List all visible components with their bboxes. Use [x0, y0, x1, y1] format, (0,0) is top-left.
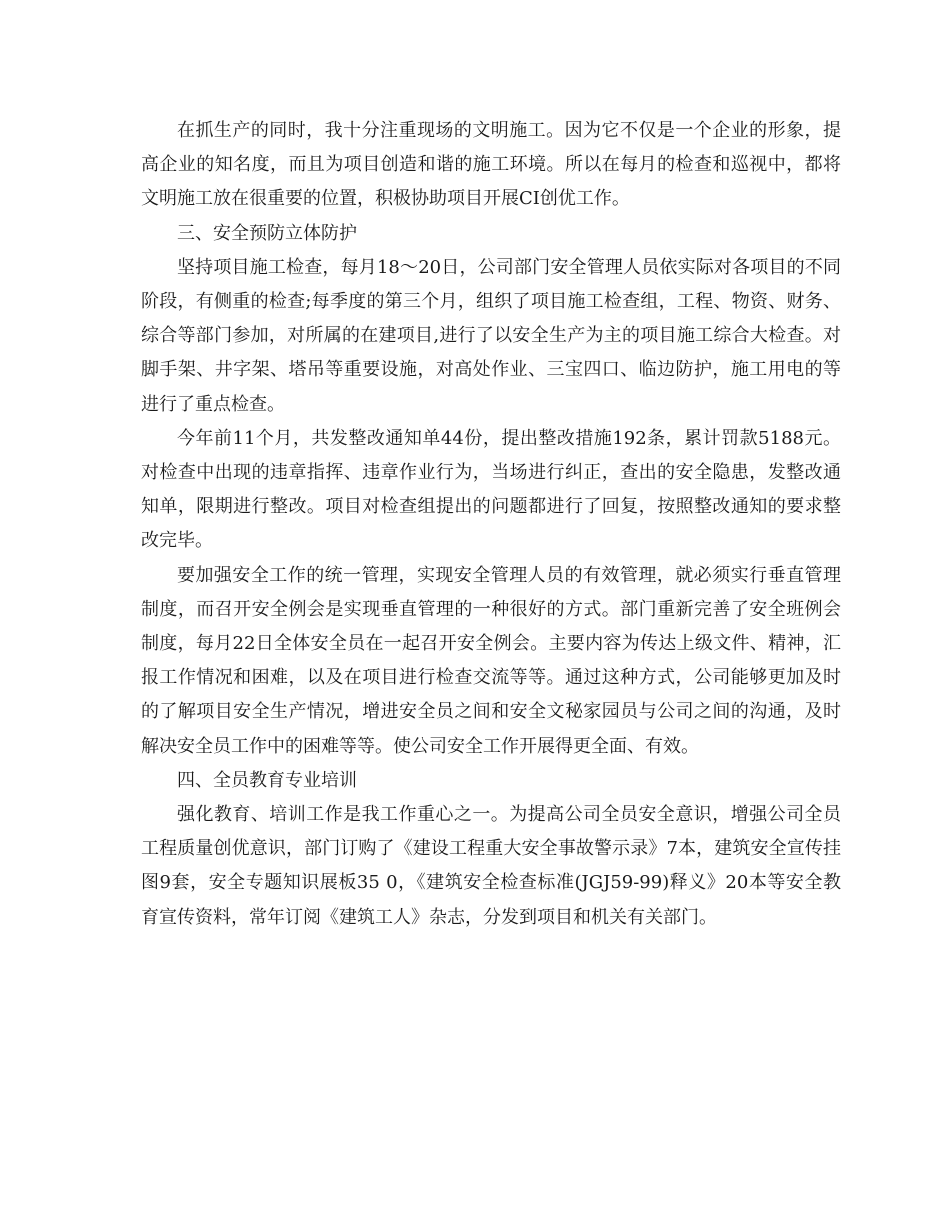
section-heading-safety-prevention: 三、安全预防立体防护 — [177, 222, 357, 244]
document-body — [141, 114, 841, 935]
paragraph-rectification-notices: 今年前11个月，共发整改通知单44份，提出整改措施192条，累计罚款5188元。对检查中出现的违章指挥、违章作业行为，当场进行纠正，查出的安全隐患，发整改通知单，限期进行整改。项目对检查组提出的问题都进行了回复，按照整改通知的要求整改完毕。 — [141, 427, 841, 552]
paragraph-project-inspection: 坚持项目施工检查，每月18～20日，公司部门安全管理人员依实际对各项目的不同阶段，有侧重的检查;每季度的第三个月，组织了项目施工检查组，工程、物资、财务、综合等部门参加，对所属的在建项目,进行了以安全生产为主的项目施工综合大检查。对脚手架、井字架、塔吊等重要设施，对高处作业、三宝四口、临边防护，施工用电的等进行了重点检查。 — [141, 256, 841, 415]
paragraph-safety-meetings: 要加强安全工作的统一管理，实现安全管理人员的有效管理，就必须实行垂直管理制度，而召开安全例会是实现垂直管理的一种很好的方式。部门重新完善了安全班例会制度，每月22日全体安全员在一起召开安全例会。主要内容为传达上级文件、精神，汇报工作情况和困难，以及在项目进行检查交流等等。通过这种方式，公司能够更加及时的了解项目安全生产情况，增进安全员之间和安全文秘家园员与公司之间的沟通，及时解决安全员工作中的困难等等。使公司安全工作开展得更全面、有效。 — [141, 564, 841, 757]
paragraph-civilized-construction: 在抓生产的同时，我十分注重现场的文明施工。因为它不仅是一个企业的形象，提高企业的知名度，而且为项目创造和谐的施工环境。所以在每月的检查和巡视中，都将文明施工放在很重要的位置，积极协助项目开展CI创优工作。 — [141, 120, 841, 210]
section-heading-staff-training: 四、全员教育专业培训 — [177, 769, 357, 791]
paragraph-education-materials: 强化教育、培训工作是我工作重心之一。为提高公司全员安全意识，增强公司全员工程质量创优意识，部门订购了《建设工程重大安全事故警示录》7本，建筑安全宣传挂图9套，安全专题知识展板35 0，《建筑安全检查标准(JGJ59-99)释义》20本等安全教育宣传资料，常年订阅《建筑工人》杂志，分发到项目和机关有关部门。 — [141, 804, 841, 928]
